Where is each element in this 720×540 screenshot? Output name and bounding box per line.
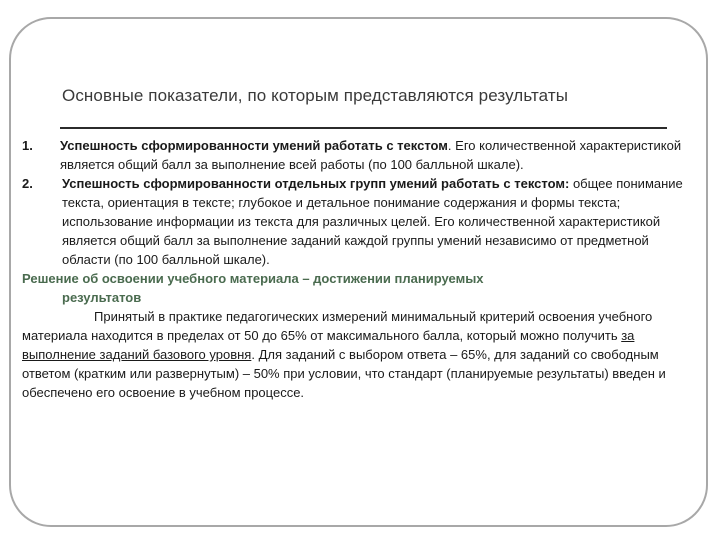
item1-bold: Успешность сформированности умений работать с текстом	[60, 138, 448, 153]
paragraph-underlined: за выполнение заданий базового уровня	[22, 328, 635, 362]
section-heading-line1: Решение об освоении учебного материала – достижении планируемых	[22, 271, 484, 286]
slide-body	[22, 136, 698, 402]
item1-text: . Его количественной характеристикой является общий балл за выполнение всей работы (по 100 балльной шкале).	[60, 138, 682, 172]
section-paragraph	[22, 307, 698, 402]
section-heading	[22, 269, 698, 307]
list-number-1: 1.	[22, 138, 33, 153]
list-item-1	[22, 136, 698, 174]
list-item-2	[22, 174, 698, 269]
slide-title: Основные показатели, по которым представляются результаты	[62, 86, 569, 105]
title-underline	[60, 127, 667, 129]
paragraph-start: Принятый в практике педагогических измерений минимальный критерий освоения учебного материала находится в пределах от 50 до 65% от максимального балла, который можно получить	[22, 309, 653, 343]
list-number-2: 2.	[22, 176, 33, 191]
item2-text: общее понимание текста, ориентация в тексте; глубокое и детальное понимание содержания и формы текста; использование информации из текста для различных целей. Его количественной характеристикой является общий балл за выполнение заданий каждой группы умений независимо от предметной области (по 100 балльной шкале).	[62, 176, 683, 267]
section-heading-line2: результатов	[62, 290, 142, 305]
item2-bold: Успешность сформированности отдельных групп умений работать с текстом:	[62, 176, 570, 191]
paragraph-end: . Для заданий с выбором ответа – 65%, для заданий со свободным ответом (кратким или развернутым) – 50% при условии, что стандарт (планируемые результаты) введен и обеспечено его освоение в учебном процессе.	[22, 347, 666, 400]
